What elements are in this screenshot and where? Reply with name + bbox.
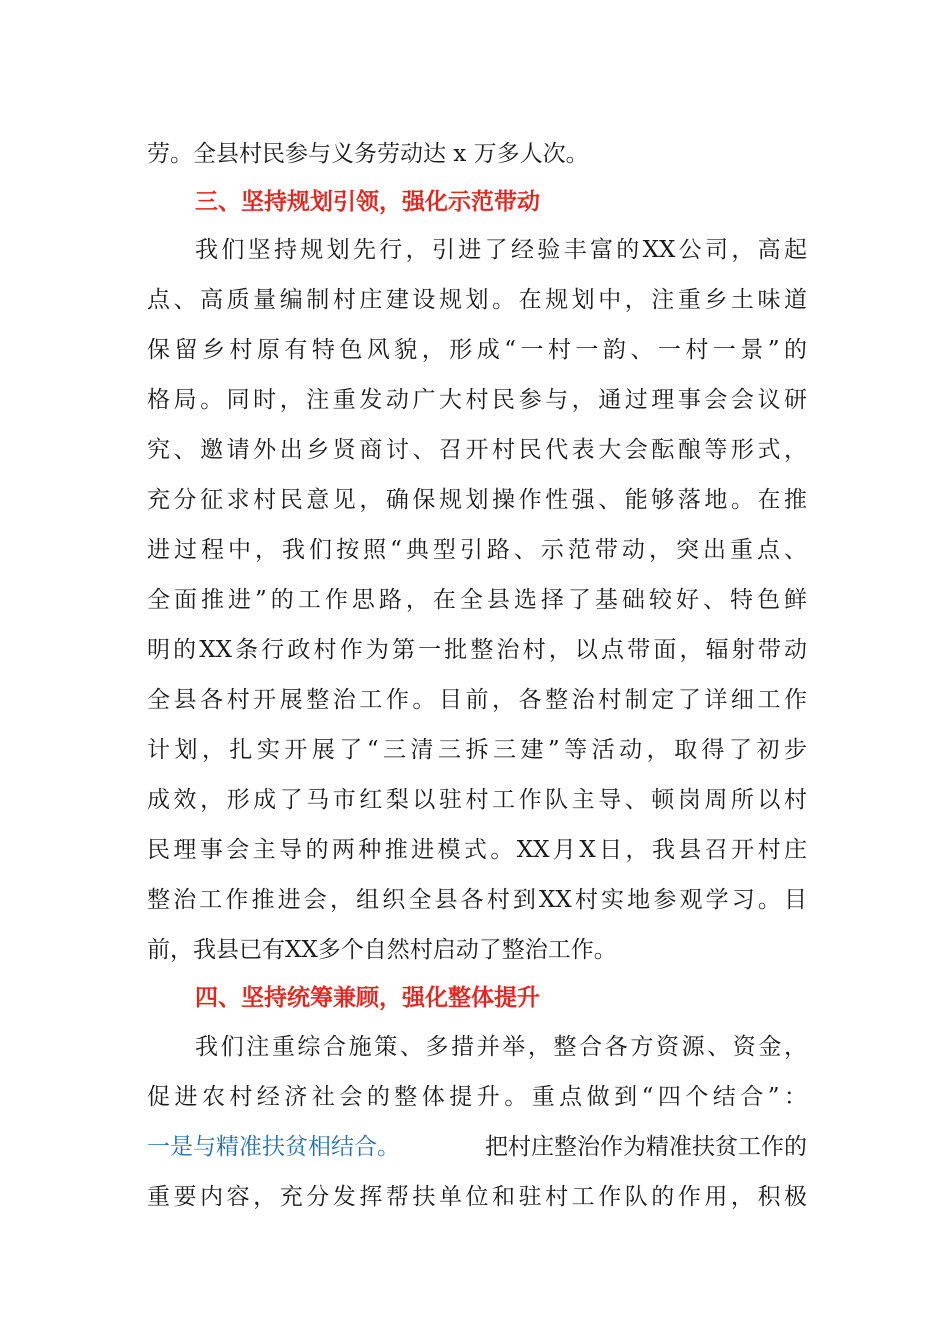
paragraph-line: 全县各村开展整治工作。目前，各整治村制定了详细工作 [147, 687, 807, 713]
paragraph-line: 充分征求村民意见，确保规划操作性强、能够落地。在推 [147, 487, 807, 513]
paragraph-line: 民理事会主导的两种推进模式。XX月X日，我县召开村庄 [147, 837, 807, 863]
section-heading-3: 三、坚持规划引领，强化示范带动 [195, 189, 540, 215]
paragraph-line: 前，我县已有XX多个自然村启动了整治工作。 [147, 937, 617, 963]
paragraph-line: 成效，形成了马市红梨以驻村工作队主导、顿岗周所以村 [147, 787, 807, 813]
paragraph-line: 重要内容，充分发挥帮扶单位和驻村工作队的作用，积极 [147, 1184, 807, 1210]
paragraph-line: 进过程中，我们按照“典型引路、示范带动，突出重点、 [147, 537, 807, 563]
paragraph-line [147, 1131, 807, 1163]
paragraph-line: 我们注重综合施策、多措并举，整合各方资源、资金， [195, 1034, 807, 1060]
paragraph-line: 我们坚持规划先行，引进了经验丰富的XX公司，高起 [195, 237, 807, 263]
highlighted-phrase: 一是与精准扶贫相结合。 [147, 1134, 400, 1160]
paragraph-line: 明的XX条行政村作为第一批整治村，以点带面，辐射带动 [147, 637, 807, 663]
section-heading-4: 四、坚持统筹兼顾，强化整体提升 [195, 985, 540, 1011]
paragraph-line: 整治工作推进会，组织全县各村到XX村实地参观学习。目 [147, 887, 807, 913]
line-continuation: 把村庄整治作为精准扶贫工作的 [485, 1134, 807, 1160]
paragraph-line: 格局。同时，注重发动广大村民参与，通过理事会会议研 [147, 387, 807, 413]
paragraph-line: 劳。全县村民参与义务劳动达 x 万多人次。 [147, 141, 589, 167]
paragraph-line: 计划，扎实开展了“三清三拆三建”等活动，取得了初步 [147, 737, 807, 763]
paragraph-line: 保留乡村原有特色风貌，形成“一村一韵、一村一景”的 [147, 337, 807, 363]
paragraph-line: 促进农村经济社会的整体提升。重点做到“四个结合”： [147, 1084, 807, 1110]
paragraph-line: 全面推进”的工作思路，在全县选择了基础较好、特色鲜 [147, 587, 807, 613]
paragraph-line: 点、高质量编制村庄建设规划。在规划中，注重乡土味道 [147, 287, 807, 313]
paragraph-line: 究、邀请外出乡贤商讨、召开村民代表大会酝酿等形式， [147, 437, 807, 463]
